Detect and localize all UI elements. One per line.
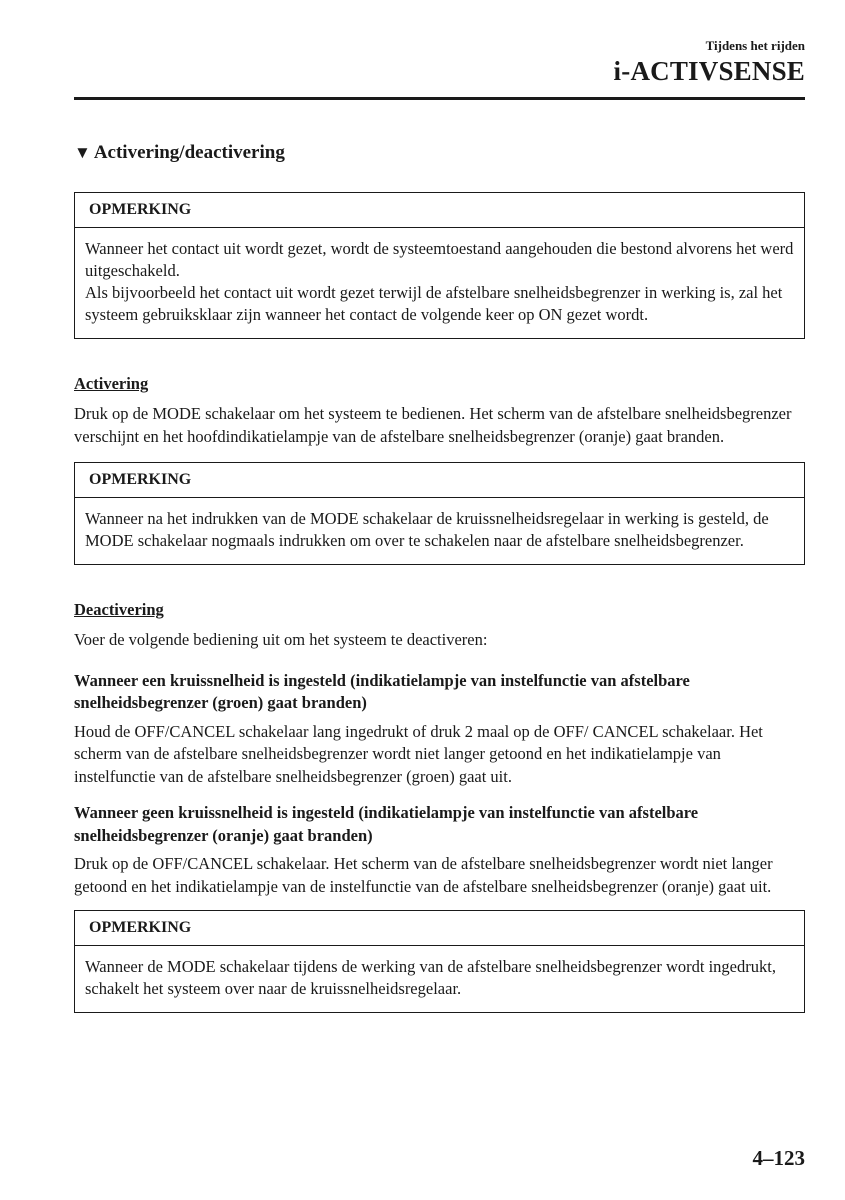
note-paragraph: Wanneer de MODE schakelaar tijdens de werking van de afstelbare snelheidsbegrenzer wordt ingedrukt, schakelt het systeem over naar de kruissnelheidsregelaar.	[85, 957, 776, 998]
deactivering-heading: Deactivering	[74, 600, 164, 619]
activering-heading: Activering	[74, 374, 149, 393]
activering-text: Druk op de MODE schakelaar om het systeem te bedienen. Het scherm van de afstelbare snelheidsbegrenzer verschijnt en het hoofdindikatielampje van de afstelbare snelheidsbegrenzer (oranje) gaat branden.	[74, 404, 792, 446]
note-paragraph: Wanneer na het indrukken van de MODE schakelaar de kruissnelheidsregelaar in werking is gesteld, de MODE schakelaar nogmaals indrukken om over te schakelen naar de afstelbare snelheidsbegrenzer.	[85, 509, 769, 550]
case1-heading: Wanneer een kruissnelheid is ingesteld (indikatielampje van instelfunctie van afstelbare snelheidsbegrenzer (groen) gaat branden)	[74, 670, 690, 712]
note-box-3	[74, 910, 805, 1013]
note-box-1	[74, 192, 805, 339]
note-paragraph: Wanneer het contact uit wordt gezet, wordt de systeemtoestand aangehouden die bestond alvorens het werd uitgeschakeld.	[85, 239, 794, 280]
note-label: OPMERKING	[75, 911, 804, 946]
note-body	[75, 498, 804, 564]
section-heading	[74, 140, 805, 166]
note-body	[75, 946, 804, 1012]
case2-heading: Wanneer geen kruissnelheid is ingesteld (indikatielampje van instelfunctie van afstelbare snelheidsbegrenzer (oranje) gaat branden)	[74, 803, 699, 845]
page-content	[74, 140, 805, 1013]
case2-text: Druk op de OFF/CANCEL schakelaar. Het scherm van de afstelbare snelheidsbegrenzer wordt niet langer getoond en het indikatielampje van de instelfunctie van de afstelbare snelheidsbegrenzer (oranje) gaat uit.	[74, 854, 773, 896]
page-header	[614, 38, 805, 86]
note-label: OPMERKING	[75, 463, 804, 498]
note-body	[75, 228, 804, 338]
case1-text: Houd de OFF/CANCEL schakelaar lang ingedrukt of druk 2 maal op de OFF/ CANCEL schakelaar. Het scherm van de afstelbare snelheidsbegrenzer wordt niet langer getoond en het indikatielampje van instelfunctie van de afstelbare snelheidsbegrenzer (groen) gaat uit.	[74, 721, 763, 786]
triangle-down-icon: ▼	[74, 143, 91, 162]
page-number: 4–123	[752, 1146, 805, 1170]
note-paragraph: Als bijvoorbeeld het contact uit wordt gezet terwijl de afstelbare snelheidsbegrenzer in werking is, zal het systeem gebruiksklaar zijn wanneer het contact de volgende keer op ON gezet wordt.	[85, 283, 783, 324]
section-label: Tijdens het rijden	[705, 38, 805, 53]
note-label: OPMERKING	[75, 193, 804, 228]
header-divider	[74, 97, 805, 100]
chapter-title: i-ACTIVSENSE	[613, 56, 805, 86]
deactivering-intro: Voer de volgende bediening uit om het systeem te deactiveren:	[74, 630, 488, 649]
note-box-2	[74, 462, 805, 565]
section-heading-text: Activering/deactivering	[93, 142, 285, 163]
